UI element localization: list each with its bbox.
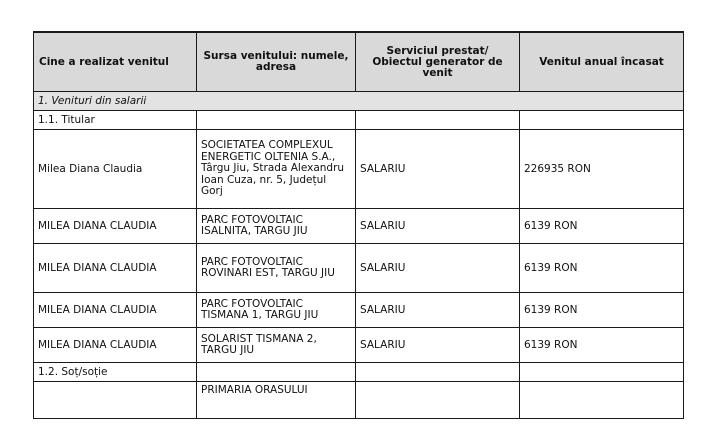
- section-row-salaries: [34, 92, 684, 111]
- cell-who: [34, 382, 197, 419]
- section-title: 1. Venituri din salarii: [34, 92, 684, 111]
- cell-income: 6139 RON: [520, 244, 684, 293]
- cell-service: SALARIU: [356, 328, 520, 363]
- cell-who: MILEA DIANA CLAUDIA: [34, 328, 197, 363]
- cell-service: SALARIU: [356, 209, 520, 244]
- cell-source: PARC FOTOVOLTAIC TISMANA 1, TARGU JIU: [197, 293, 356, 328]
- cell-income: 6139 RON: [520, 209, 684, 244]
- subsection-title: 1.2. Soț/soție: [34, 363, 197, 382]
- cell-who: MILEA DIANA CLAUDIA: [34, 244, 197, 293]
- cell-who: MILEA DIANA CLAUDIA: [34, 293, 197, 328]
- cell-source: PRIMARIA ORASULUI: [197, 382, 356, 419]
- table-row: [34, 293, 684, 328]
- cell-income: [520, 382, 684, 419]
- cell-service: [356, 382, 520, 419]
- table-row: [34, 130, 684, 209]
- empty-cell: [356, 111, 520, 130]
- cell-service: SALARIU: [356, 244, 520, 293]
- table-row: [34, 244, 684, 293]
- cell-source: SOLARIST TISMANA 2, TARGU JIU: [197, 328, 356, 363]
- header-service: Serviciul prestat/ Obiectul generator de venit: [356, 32, 520, 92]
- cell-service: SALARIU: [356, 130, 520, 209]
- empty-cell: [520, 111, 684, 130]
- header-income: Venitul anual încasat: [520, 32, 684, 92]
- table-row: [34, 209, 684, 244]
- cell-income: 226935 RON: [520, 130, 684, 209]
- header-row: [34, 32, 684, 92]
- empty-cell: [520, 363, 684, 382]
- cell-source: PARC FOTOVOLTAIC ROVINARI EST, TARGU JIU: [197, 244, 356, 293]
- table-row: [34, 382, 684, 419]
- income-table: [33, 31, 684, 419]
- cell-source: SOCIETATEA COMPLEXUL ENERGETIC OLTENIA S.A., Târgu Jiu, Strada Alexandru Ioan Cuza, nr. 5, Județul Gorj: [197, 130, 356, 209]
- cell-who: Milea Diana Claudia: [34, 130, 197, 209]
- cell-income: 6139 RON: [520, 293, 684, 328]
- empty-cell: [197, 363, 356, 382]
- header-source: Sursa venitului: numele, adresa: [197, 32, 356, 92]
- table-row: [34, 328, 684, 363]
- empty-cell: [197, 111, 356, 130]
- cell-who: MILEA DIANA CLAUDIA: [34, 209, 197, 244]
- empty-cell: [356, 363, 520, 382]
- cell-income: 6139 RON: [520, 328, 684, 363]
- subsection-row-spouse: [34, 363, 684, 382]
- subsection-row-titular: [34, 111, 684, 130]
- subsection-title: 1.1. Titular: [34, 111, 197, 130]
- cell-source: PARC FOTOVOLTAIC ISALNITA, TARGU JIU: [197, 209, 356, 244]
- cell-service: SALARIU: [356, 293, 520, 328]
- header-who: Cine a realizat venitul: [34, 32, 197, 92]
